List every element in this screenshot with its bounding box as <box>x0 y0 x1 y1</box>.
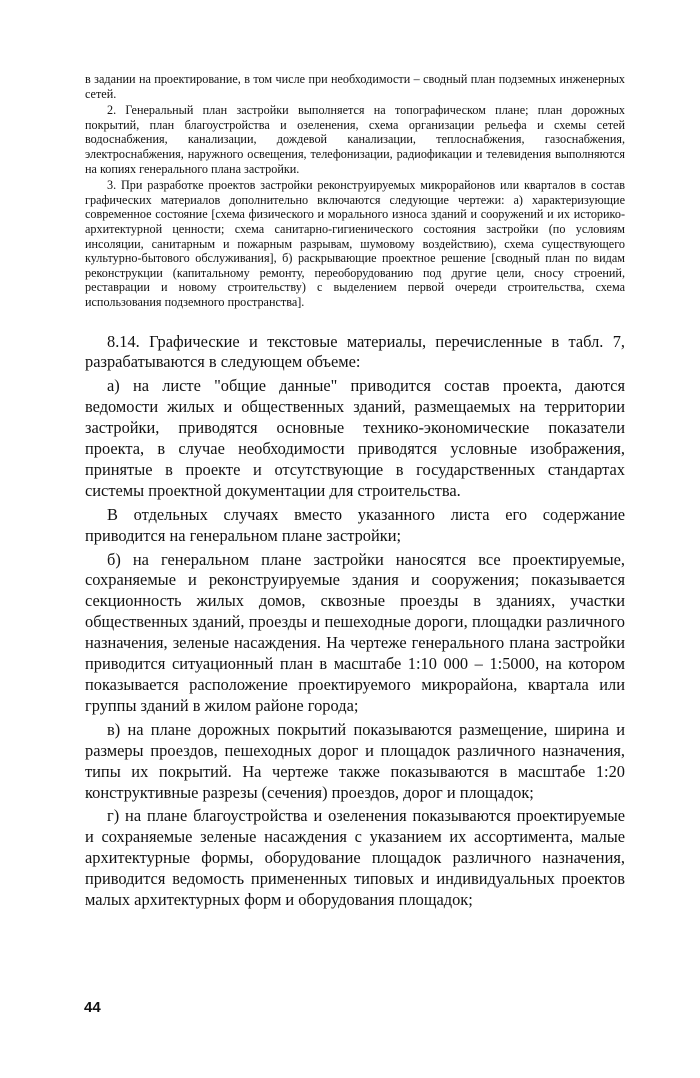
small-paragraph-item-3: 3. При разработке проектов застройки реконструируемых микрорайонов или кварталов в состав графических материалов дополнительно включаются следующие чертежи: а) характеризующие современное состояние [схема физического и морального износа зданий и сооружений и их историко-архитектурной ценности; схема санитарно-гигиенического состояния застройки (по условиям инсоляции, санитарным и пожарным разрывам, шумовому воздействию), схема существующего культурно-бытового обслуживания], б) раскрывающие проектное решение [сводный план по видам реконструкции (капитальному ремонту, переоборудованию под другие цели, сносу строений, реставрации и новому строительству) с выделением первой очереди строительства, схема использования подземного пространства]. <box>85 178 625 309</box>
page-number: 44 <box>84 999 101 1016</box>
section-8-14-intro: 8.14. Графические и текстовые материалы, перечисленные в табл. 7, разрабатываются в следующем объеме: <box>85 331 625 372</box>
paragraph-item-a: а) на листе "общие данные" приводится состав проекта, даются ведомости жилых и общественных зданий, размещаемых на территории застройки, приводятся основные технико-экономические показатели проекта, в случае необходимости приводятся условные изображения, принятые в проекте и отсутствующие в государственных стандартах системы проектной документации для строительства. <box>85 376 625 500</box>
small-paragraph-item-2: 2. Генеральный план застройки выполняется на топографическом плане; план дорожных покрытий, план благоустройства и озеленения, схема организации рельефа и схемы сетей водоснабжения, канализации, дождевой канализации, теплоснабжения, газоснабжения, электроснабжения, наружного освещения, телефонизации, радиофикации и телевидения выполняются на копиях генерального плана застройки. <box>85 103 625 176</box>
paragraph-note-a: В отдельных случаях вместо указанного листа его содержание приводится на генеральном плане застройки; <box>85 504 625 545</box>
paragraph-item-v: в) на плане дорожных покрытий показываются размещение, ширина и размеры проездов, пешеходных дорог и площадок различного назначения, типы их покрытий. На чертеже также показываются в масштабе 1:20 конструктивные разрезы (сечения) проездов, дорог и площадок; <box>85 719 625 802</box>
paragraph-item-b: б) на генеральном плане застройки наносятся все проектируемые, сохраняемые и реконструируемые здания и сооружения; показывается секционность жилых домов, сквозные проезды в зданиях, участки общественных зданий, проезды и пешеходные дороги, площадки различного назначения, зеленые насаждения. На чертеже генерального плана застройки приводится ситуационный план в масштабе 1:10 000 – 1:5000, на котором показывается расположение проектируемого микрорайона, квартала или группы зданий в жилом районе города; <box>85 549 625 715</box>
small-paragraph-continuation: в задании на проектирование, в том числе при необходимости – сводный план подземных инженерных сетей. <box>85 72 625 101</box>
paragraph-item-g: г) на плане благоустройства и озеленения показываются проектируемые и сохраняемые зеленые насаждения с указанием их ассортимента, малые архитектурные формы, оборудование площадок различного назначения, приводится ведомость примененных типовых и индивидуальных проектов малых архитектурных форм и оборудования площадок; <box>85 806 625 910</box>
page-body <box>85 72 625 911</box>
